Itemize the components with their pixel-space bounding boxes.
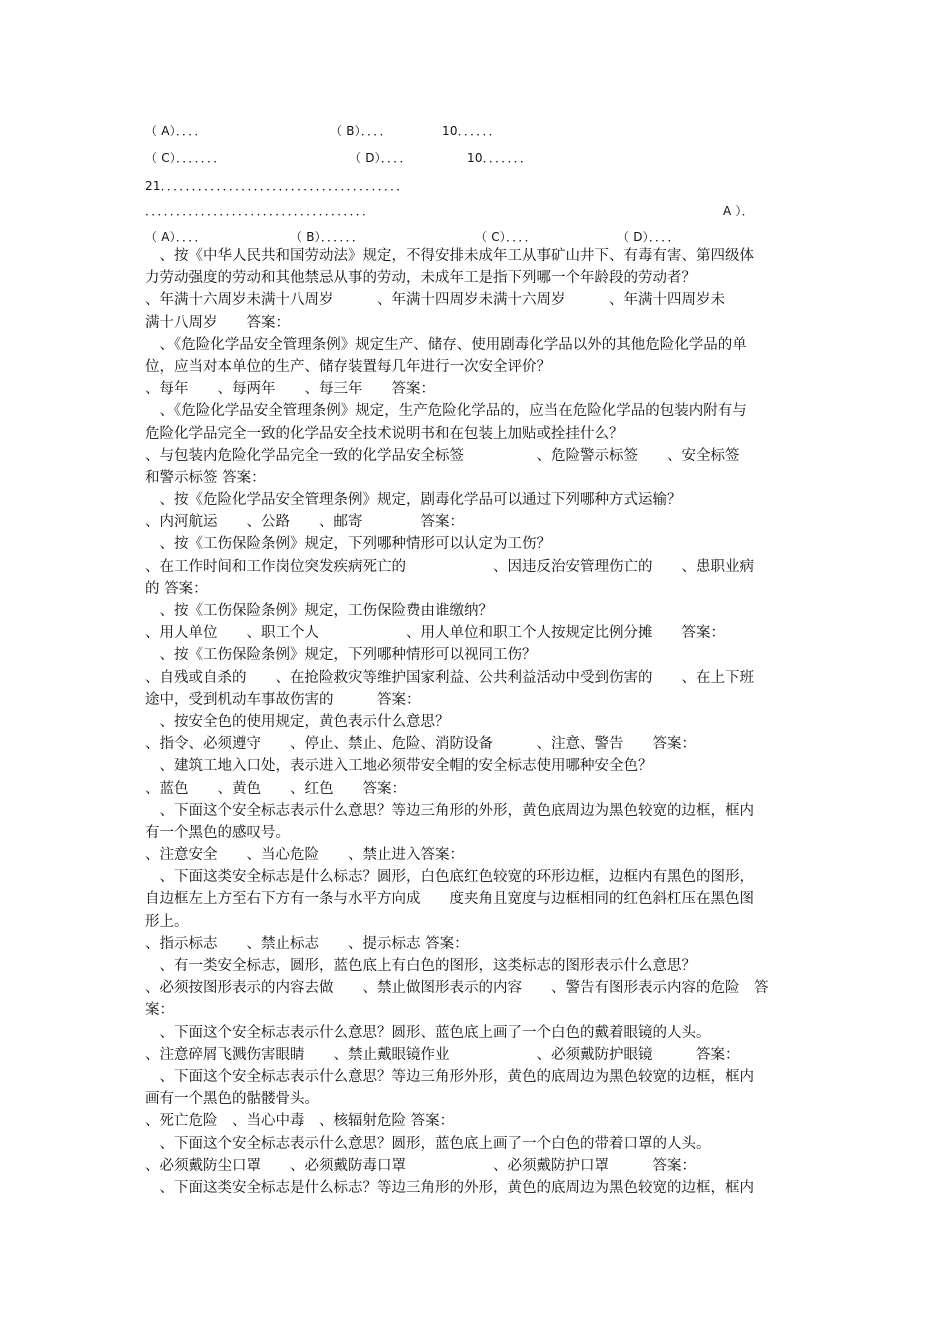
option-text: （ C）．．．． <box>475 230 537 244</box>
text-line: 形上。 <box>145 913 189 930</box>
option-text: 21．．．．．．．．．．．．．．．．．．．．．．．．．．．．．．．．．．．．．．． <box>145 179 409 193</box>
option-text: （ A）．．．． <box>145 124 207 138</box>
option-text: （ B）．．．．．． <box>290 230 365 244</box>
text-line: 、必须戴防尘口罩 、必须戴防毒口罩 、必须戴防护口罩 答案： <box>145 1157 696 1174</box>
text-line: 、《危险化学品安全管理条例》规定，生产危险化学品的，应当在危险化学品的包装内附有与 <box>145 403 747 420</box>
text-line: 危险化学品完全一致的化学品安全技术说明书和在包装上加贴或拴挂什么？ <box>145 425 624 442</box>
option-text: 10．．．．．．． <box>467 151 533 165</box>
option-text: （ C）．．．．．．． <box>145 151 226 165</box>
option-text: （ D）．．．． <box>617 230 680 244</box>
text-line: 、有一类安全标志，圆形，蓝色底上有白色的图形，这类标志的图形表示什么意思？ <box>145 958 696 974</box>
text-line: 、下面这类安全标志是什么标志？圆形，白色底红色较宽的环形边框，边框内有黑色的图形， <box>145 869 754 886</box>
text-line: 、死亡危险 、当心中毒 、核辐射危险 答案： <box>145 1113 455 1130</box>
option-text: A ）． <box>723 204 754 218</box>
text-line: 、自残或自杀的 、在抢险救灾等维护国家利益、公共利益活动中受到伤害的 、在上下班 <box>145 669 754 686</box>
option-text: 10．．．．．． <box>442 124 501 138</box>
option-row <box>145 200 805 222</box>
text-line: 、下面这类安全标志是什么标志？等边三角形的外形，黄色的底周边为黑色较宽的边框，框内 <box>145 1179 754 1196</box>
text-line: 、用人单位 、职工个人 、用人单位和职工个人按规定比例分摊 答案： <box>145 625 725 642</box>
text-line: 、下面这个安全标志表示什么意思？圆形、蓝色底上画了一个白色的戴着眼镜的人头。 <box>145 1024 711 1041</box>
option-text: ．．．．．．．．．．．．．．．．．．．．．．．．．．．．．．．．．．．． <box>145 204 375 218</box>
text-line: 力劳动强度的劳动和其他禁忌从事的劳动，未成年工是指下列哪一个年龄段的劳动者？ <box>145 270 696 287</box>
text-line: 、注意碎屑飞溅伤害眼睛 、禁止戴眼镜作业 、必须戴防护眼镜 答案： <box>145 1046 740 1063</box>
text-line: 、按《危险化学品安全管理条例》规定，剧毒化学品可以通过下列哪种方式运输？ <box>145 492 682 509</box>
text-line: 、按安全色的使用规定，黄色表示什么意思？ <box>145 713 450 730</box>
text-line: 、按《中华人民共和国劳动法》规定，不得安排未成年工从事矿山井下、有毒有害、第四级体 <box>145 248 754 264</box>
text-line: 、在工作时间和工作岗位突发疾病死亡的 、因违反治安管理伤亡的 、患职业病 <box>145 558 754 575</box>
text-line: 、建筑工地入口处，表示进入工地必须带安全帽的安全标志使用哪种安全色？ <box>145 758 653 775</box>
option-row <box>145 175 805 197</box>
option-text: （ B）．．．． <box>330 124 392 138</box>
text-line: 的 答案： <box>145 580 208 597</box>
text-line: 、注意安全 、当心危险 、禁止进入答案： <box>145 847 464 864</box>
text-line: 、《危险化学品安全管理条例》规定生产、储存、使用剧毒化学品以外的其他危险化学品的单 <box>145 336 747 353</box>
text-line: 自边框左上方至右下方有一条与水平方向成 度夹角且宽度与边框相同的红色斜杠压在黑色图 <box>145 891 754 908</box>
text-line: 位，应当对本单位的生产、储存装置每几年进行一次安全评价？ <box>145 358 551 375</box>
text-line: 、与包装内危险化学品完全一致的化学品安全标签 、危险警示标签 、安全标签 <box>145 447 740 464</box>
question-text-body <box>145 245 809 1199</box>
text-line: 、下面这个安全标志表示什么意思？圆形，蓝色底上画了一个白色的带着口罩的人头。 <box>145 1135 711 1152</box>
option-row <box>145 147 805 169</box>
text-line: 、按《工伤保险条例》规定，下列哪种情形可以视同工伤？ <box>145 647 537 664</box>
text-line: 、指令、必须遵守 、停止、禁止、危险、消防设备 、注意、警告 答案： <box>145 736 696 753</box>
text-line: 、内河航运 、公路 、邮寄 答案： <box>145 514 464 531</box>
text-line: 满十八周岁 答案： <box>145 314 290 331</box>
text-line: 途中，受到机动车事故伤害的 答案： <box>145 691 421 708</box>
text-line: 、下面这个安全标志表示什么意思？等边三角形外形，黄色的底周边为黑色较宽的边框，框内 <box>145 1068 754 1085</box>
text-line: 画有一个黑色的骷髅骨头。 <box>145 1091 319 1108</box>
text-line: 有一个黑色的感叹号。 <box>145 824 290 841</box>
text-line: 和警示标签 答案： <box>145 469 266 486</box>
text-line: 、蓝色 、黄色 、红色 答案： <box>145 780 406 797</box>
text-line: 、必须按图形表示的内容去做 、禁止做图形表示的内容 、警告有图形表示内容的危险 答 <box>145 980 769 997</box>
option-text: （ A）．．．． <box>145 230 207 244</box>
option-row <box>145 120 805 142</box>
text-line: 、按《工伤保险条例》规定，下列哪种情形可以认定为工伤？ <box>145 536 551 553</box>
text-line: 、下面这个安全标志表示什么意思？等边三角形的外形，黄色底周边为黑色较宽的边框，框内 <box>145 802 754 819</box>
text-line: 、按《工伤保险条例》规定，工伤保险费由谁缴纳？ <box>145 603 493 619</box>
option-text: （ D）．．．． <box>349 151 412 165</box>
text-line: 、年满十六周岁未满十八周岁 、年满十四周岁未满十六周岁 、年满十四周岁未 <box>145 292 725 309</box>
text-line: 案： <box>145 1002 174 1019</box>
text-line: 、指示标志 、禁止标志 、提示标志 答案： <box>145 935 469 952</box>
text-line: 、每年 、每两年 、每三年 答案： <box>145 381 435 398</box>
